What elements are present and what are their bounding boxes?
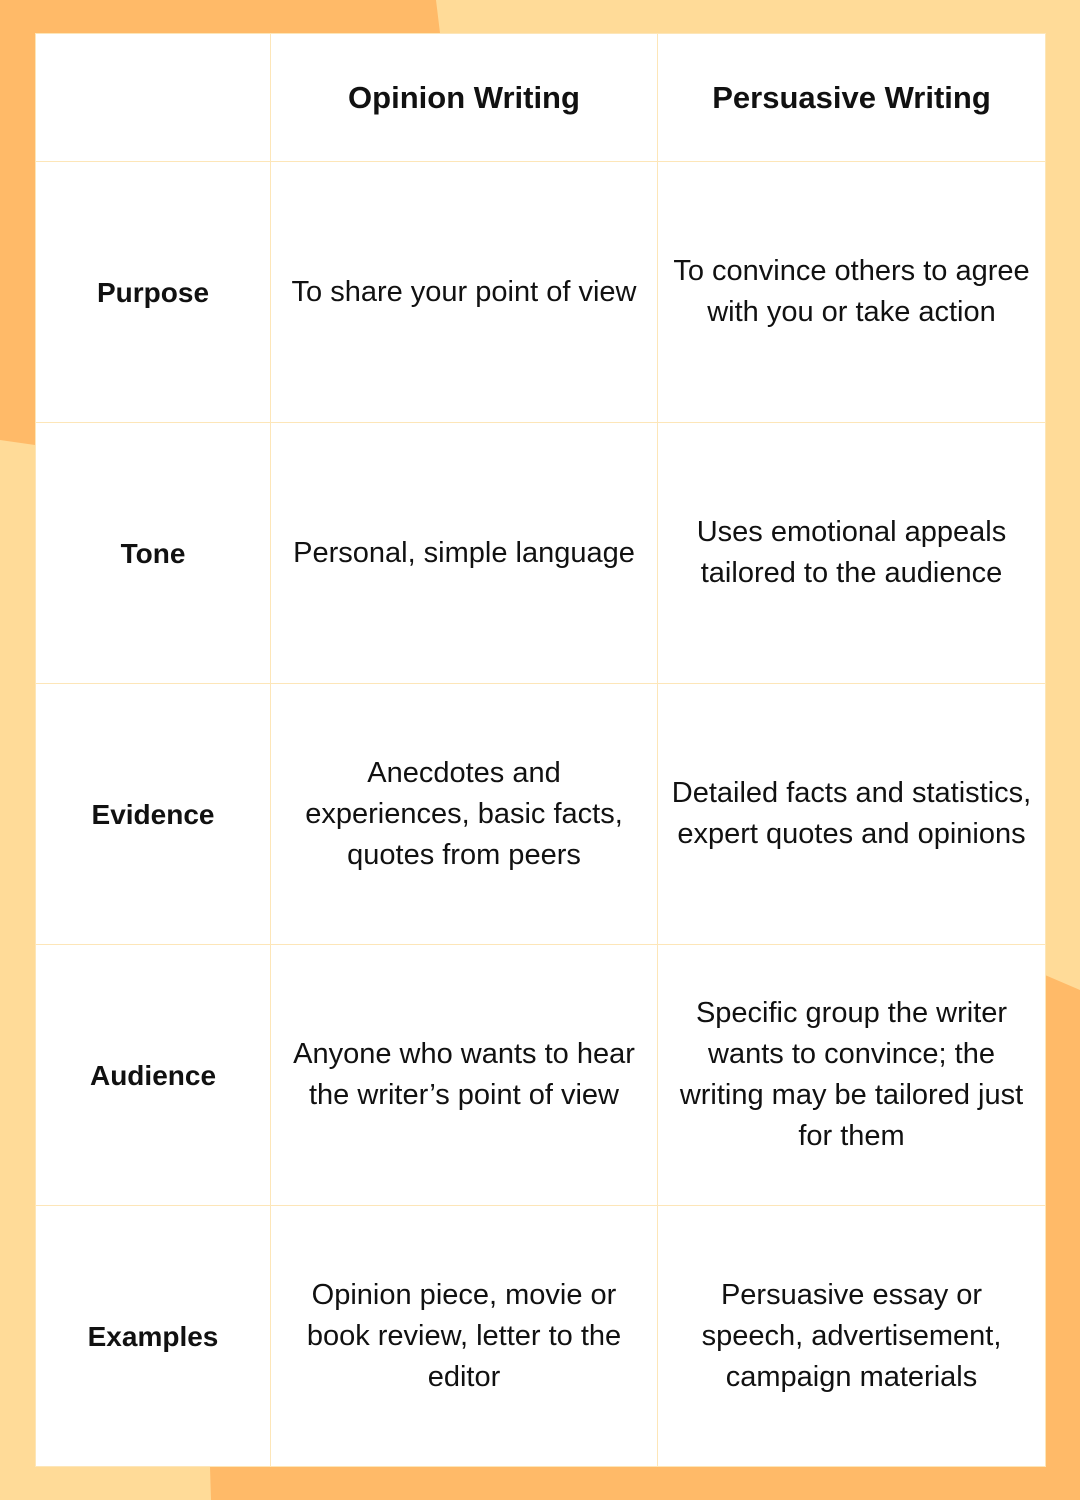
corner-cell <box>36 34 271 162</box>
column-header-persuasive: Persuasive Writing <box>658 34 1046 162</box>
header-row <box>36 34 1046 162</box>
opinion-cell: Anecdotes and experiences, basic facts, quotes from peers <box>271 684 658 945</box>
row-label: Purpose <box>36 162 271 423</box>
table-row <box>36 1206 1046 1467</box>
row-label: Evidence <box>36 684 271 945</box>
persuasive-cell: Detailed facts and statistics, expert quotes and opinions <box>658 684 1046 945</box>
opinion-cell: Anyone who wants to hear the writer’s point of view <box>271 945 658 1206</box>
persuasive-cell: Specific group the writer wants to convince; the writing may be tailored just for them <box>658 945 1046 1206</box>
persuasive-cell: Persuasive essay or speech, advertisement, campaign materials <box>658 1206 1046 1467</box>
table-row <box>36 423 1046 684</box>
persuasive-cell: To convince others to agree with you or take action <box>658 162 1046 423</box>
comparison-table <box>35 33 1046 1467</box>
persuasive-cell: Uses emotional appeals tailored to the audience <box>658 423 1046 684</box>
opinion-cell: To share your point of view <box>271 162 658 423</box>
row-label: Tone <box>36 423 271 684</box>
opinion-cell: Personal, simple language <box>271 423 658 684</box>
column-header-opinion: Opinion Writing <box>271 34 658 162</box>
table-row <box>36 684 1046 945</box>
row-label: Audience <box>36 945 271 1206</box>
row-label: Examples <box>36 1206 271 1467</box>
table-row <box>36 945 1046 1206</box>
table-row <box>36 162 1046 423</box>
opinion-cell: Opinion piece, movie or book review, letter to the editor <box>271 1206 658 1467</box>
